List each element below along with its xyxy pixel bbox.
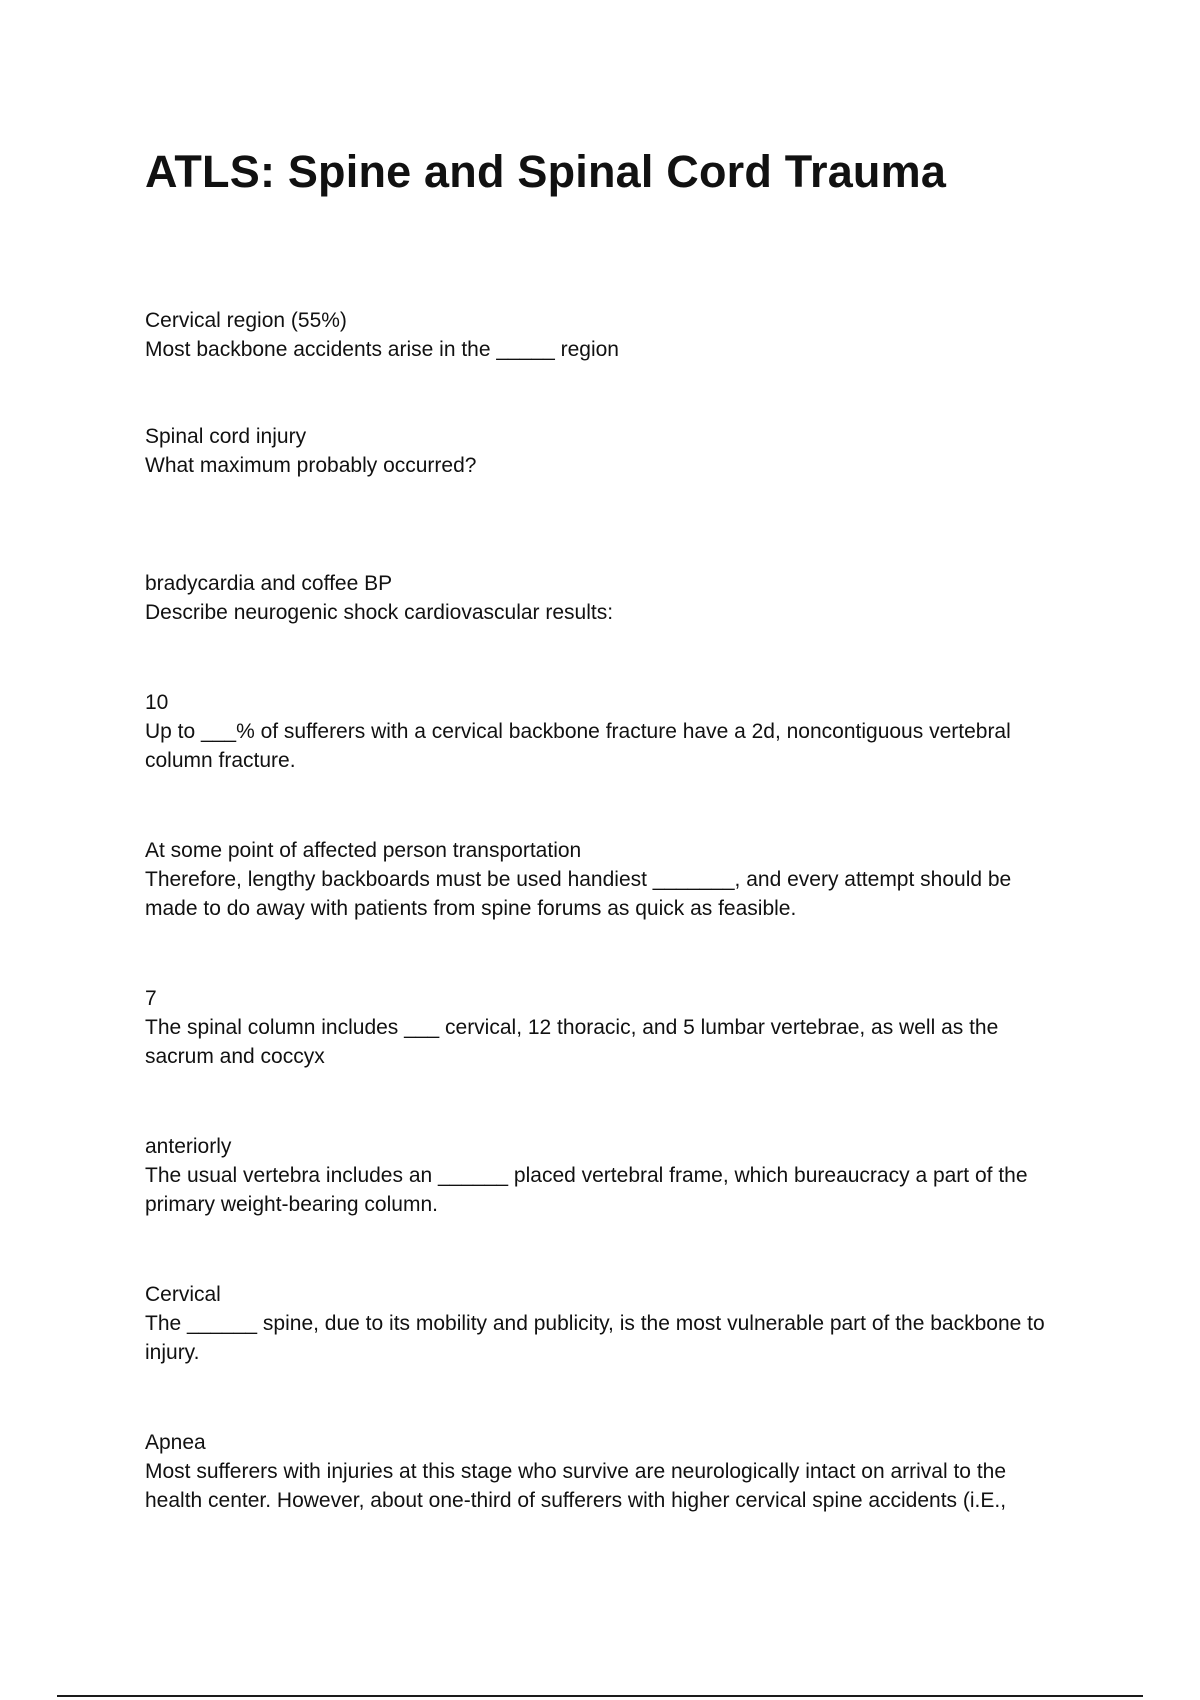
flashcard bbox=[145, 1428, 1065, 1515]
flashcard-answer: 10 bbox=[145, 691, 169, 714]
flashcard-question: Most backbone accidents arise in the _____ region bbox=[145, 338, 619, 361]
flashcard-question: Therefore, lengthy backboards must be used handiest _______, and every attempt should be made to do away with patients from spine forums as quick as feasible. bbox=[145, 868, 1012, 920]
flashcard-answer: Cervical region (55%) bbox=[145, 309, 347, 332]
flashcard-answer: bradycardia and coffee BP bbox=[145, 572, 393, 595]
flashcard-question: Most sufferers with injuries at this stage who survive are neurologically intact on arrival to the health center. However, about one-third of sufferers with higher cervical spine accidents (i.E., bbox=[145, 1460, 1007, 1512]
flashcard-question: The ______ spine, due to its mobility and publicity, is the most vulnerable part of the backbone to injury. bbox=[145, 1312, 1045, 1364]
flashcard bbox=[145, 984, 1065, 1071]
flashcard bbox=[145, 569, 1065, 627]
flashcard bbox=[145, 1132, 1065, 1219]
flashcard-list bbox=[145, 306, 1065, 1515]
flashcard-answer: Spinal cord injury bbox=[145, 425, 307, 448]
flashcard-question: The usual vertebra includes an ______ placed vertebral frame, which bureaucracy a part of the primary weight-bearing column. bbox=[145, 1164, 1028, 1216]
flashcard bbox=[145, 1280, 1065, 1367]
flashcard-question: Up to ___% of sufferers with a cervical backbone fracture have a 2d, noncontiguous vertebral column fracture. bbox=[145, 720, 1011, 772]
flashcard-question: The spinal column includes ___ cervical, 12 thoracic, and 5 lumbar vertebrae, as well as the sacrum and coccyx bbox=[145, 1016, 999, 1068]
flashcard-answer: Cervical bbox=[145, 1283, 221, 1306]
flashcard-answer: 7 bbox=[145, 987, 157, 1010]
flashcard bbox=[145, 688, 1065, 775]
flashcard bbox=[145, 422, 1065, 480]
flashcard-answer: anteriorly bbox=[145, 1135, 232, 1158]
footer-divider bbox=[57, 1695, 1143, 1697]
page-title: ATLS: Spine and Spinal Cord Trauma bbox=[145, 146, 947, 197]
flashcard-question: Describe neurogenic shock cardiovascular results: bbox=[145, 601, 614, 624]
flashcard bbox=[145, 836, 1065, 923]
flashcard-answer: Apnea bbox=[145, 1431, 206, 1454]
flashcard bbox=[145, 306, 1065, 364]
flashcard-question: What maximum probably occurred? bbox=[145, 454, 477, 477]
flashcard-answer: At some point of affected person transportation bbox=[145, 839, 582, 862]
